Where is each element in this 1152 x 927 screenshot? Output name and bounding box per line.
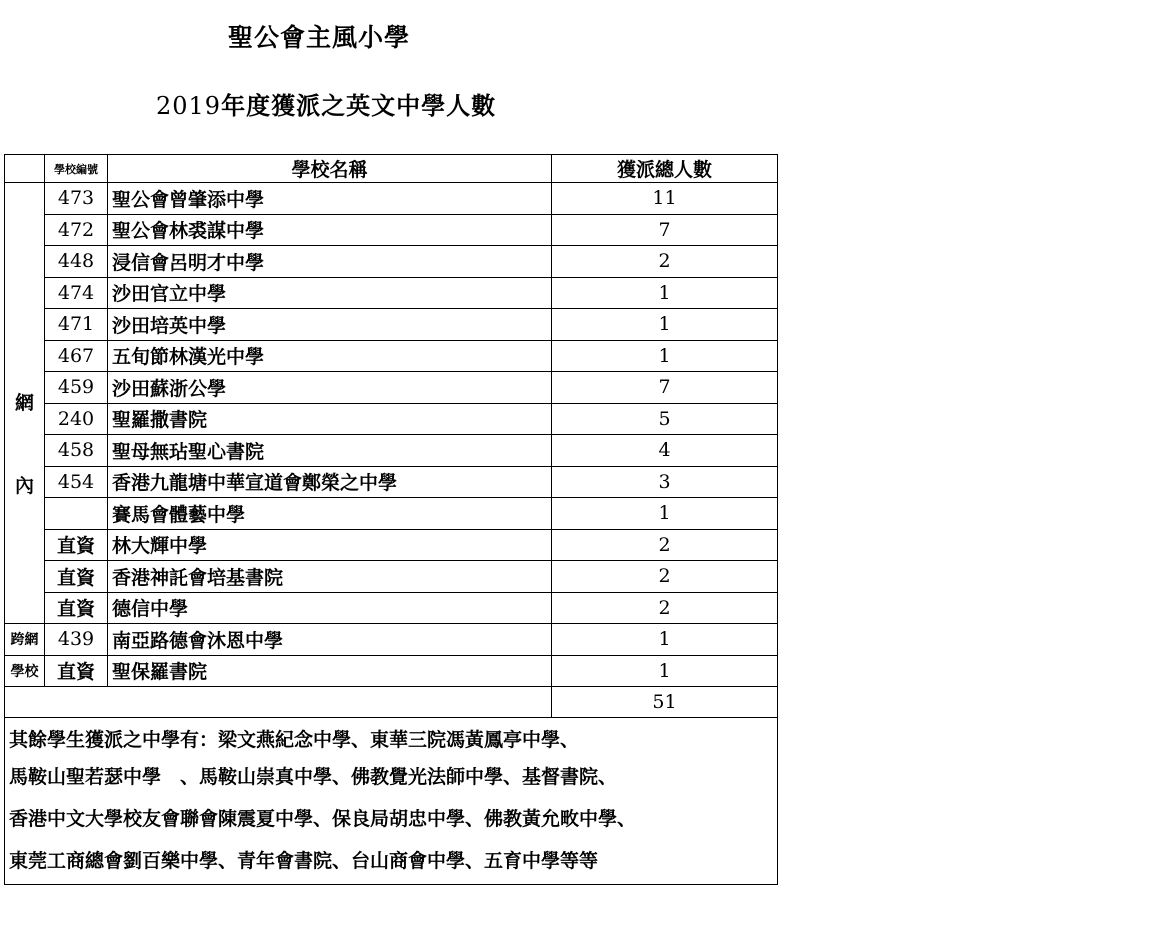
school-code-cell: 472: [45, 214, 108, 246]
school-count-cell: 1: [552, 277, 778, 309]
other-schools-cell: [5, 718, 778, 885]
school-name-cell: 聖羅撒書院: [108, 403, 552, 435]
table-row: [5, 340, 778, 372]
group-in-net-label-2: 內: [14, 475, 34, 497]
school-code-cell: 439: [45, 624, 108, 656]
school-code-cell: 458: [45, 435, 108, 467]
school-name-cell: 林大輝中學: [108, 529, 552, 561]
group-in-net-cell: [5, 183, 45, 624]
header-group-cell: [5, 155, 45, 183]
school-name-cell: 香港神託會培基書院: [108, 561, 552, 593]
school-code-cell: 直資: [45, 655, 108, 687]
school-count-cell: 2: [552, 529, 778, 561]
school-name-cell: 沙田蘇浙公學: [108, 372, 552, 404]
school-count-cell: 2: [552, 561, 778, 593]
school-count-cell: 7: [552, 372, 778, 404]
school-code-cell: 448: [45, 246, 108, 278]
school-name-cell: 五旬節林漢光中學: [108, 340, 552, 372]
table-row: [5, 183, 778, 215]
table-row: [5, 214, 778, 246]
table-row: [5, 435, 778, 467]
total-row: [5, 687, 778, 718]
school-name-cell: 德信中學: [108, 592, 552, 624]
total-blank-cell: [5, 687, 552, 718]
school-code-cell: 459: [45, 372, 108, 404]
table-header-row: [5, 155, 778, 183]
school-count-cell: 3: [552, 466, 778, 498]
school-name-cell: 沙田培英中學: [108, 309, 552, 341]
school-name-cell: 南亞路德會沐恩中學: [108, 624, 552, 656]
school-name-cell: 聖保羅書院: [108, 655, 552, 687]
allocation-table: [4, 154, 778, 885]
table-row: [5, 466, 778, 498]
school-count-cell: 2: [552, 592, 778, 624]
header-total-count: 獲派總人數: [552, 155, 778, 183]
school-code-cell: 直資: [45, 529, 108, 561]
other-schools-row: [5, 718, 778, 885]
school-name-cell: 浸信會呂明才中學: [108, 246, 552, 278]
school-name-cell: 聖母無玷聖心書院: [108, 435, 552, 467]
other-schools-line: 馬鞍山聖若瑟中學 、馬鞍山崇真中學、佛教覺光法師中學、基督書院、: [9, 766, 618, 788]
school-count-cell: 5: [552, 403, 778, 435]
school-count-cell: 1: [552, 655, 778, 687]
table-row: [5, 372, 778, 404]
table-row: [5, 561, 778, 593]
table-row: [5, 403, 778, 435]
other-schools-line: 東莞工商總會劉百樂中學、青年會書院、台山商會中學、五育中學等等: [9, 850, 599, 872]
school-name-cell: 沙田官立中學: [108, 277, 552, 309]
subtitle-year: 2019: [156, 92, 222, 120]
school-name-cell: 聖公會林裘謀中學: [108, 214, 552, 246]
school-count-cell: 7: [552, 214, 778, 246]
other-schools-line: 其餘學生獲派之中學有：梁文燕紀念中學、東華三院馮黃鳳亭中學、: [9, 729, 580, 751]
school-count-cell: 1: [552, 624, 778, 656]
school-code-cell: 474: [45, 277, 108, 309]
table-row: [5, 624, 778, 656]
header-school-code: 學校編號: [45, 155, 108, 183]
school-name-cell: 賽馬會體藝中學: [108, 498, 552, 530]
school-count-cell: 1: [552, 340, 778, 372]
page-subtitle: [156, 86, 496, 121]
school-code-cell: 直資: [45, 561, 108, 593]
table-row: [5, 277, 778, 309]
school-code-cell: 240: [45, 403, 108, 435]
subtitle-text: 年度獲派之英文中學人數: [221, 91, 497, 120]
school-count-cell: 2: [552, 246, 778, 278]
school-name-cell: 聖公會曾肇添中學: [108, 183, 552, 215]
table-row: [5, 246, 778, 278]
header-school-name: 學校名稱: [108, 155, 552, 183]
group-cross-net-label: 學校: [5, 655, 45, 687]
school-count-cell: 4: [552, 435, 778, 467]
table-row: [5, 309, 778, 341]
table-row: [5, 529, 778, 561]
table-row: [5, 655, 778, 687]
table-row: [5, 498, 778, 530]
school-count-cell: 1: [552, 309, 778, 341]
school-code-cell: 467: [45, 340, 108, 372]
total-count-cell: 51: [552, 687, 778, 718]
group-cross-net-label: 跨網: [5, 624, 45, 656]
school-code-cell: [45, 498, 108, 530]
school-code-cell: 454: [45, 466, 108, 498]
school-code-cell: 直資: [45, 592, 108, 624]
school-name-cell: 香港九龍塘中華宣道會鄭榮之中學: [108, 466, 552, 498]
school-count-cell: 11: [552, 183, 778, 215]
group-in-net-label-1: 網: [14, 392, 34, 415]
other-schools-line: 香港中文大學校友會聯會陳震夏中學、保良局胡忠中學、佛教黃允畋中學、: [9, 808, 637, 830]
school-code-cell: 471: [45, 309, 108, 341]
school-code-cell: 473: [45, 183, 108, 215]
school-count-cell: 1: [552, 498, 778, 530]
table-row: [5, 592, 778, 624]
page-title: 聖公會主風小學: [228, 23, 411, 52]
